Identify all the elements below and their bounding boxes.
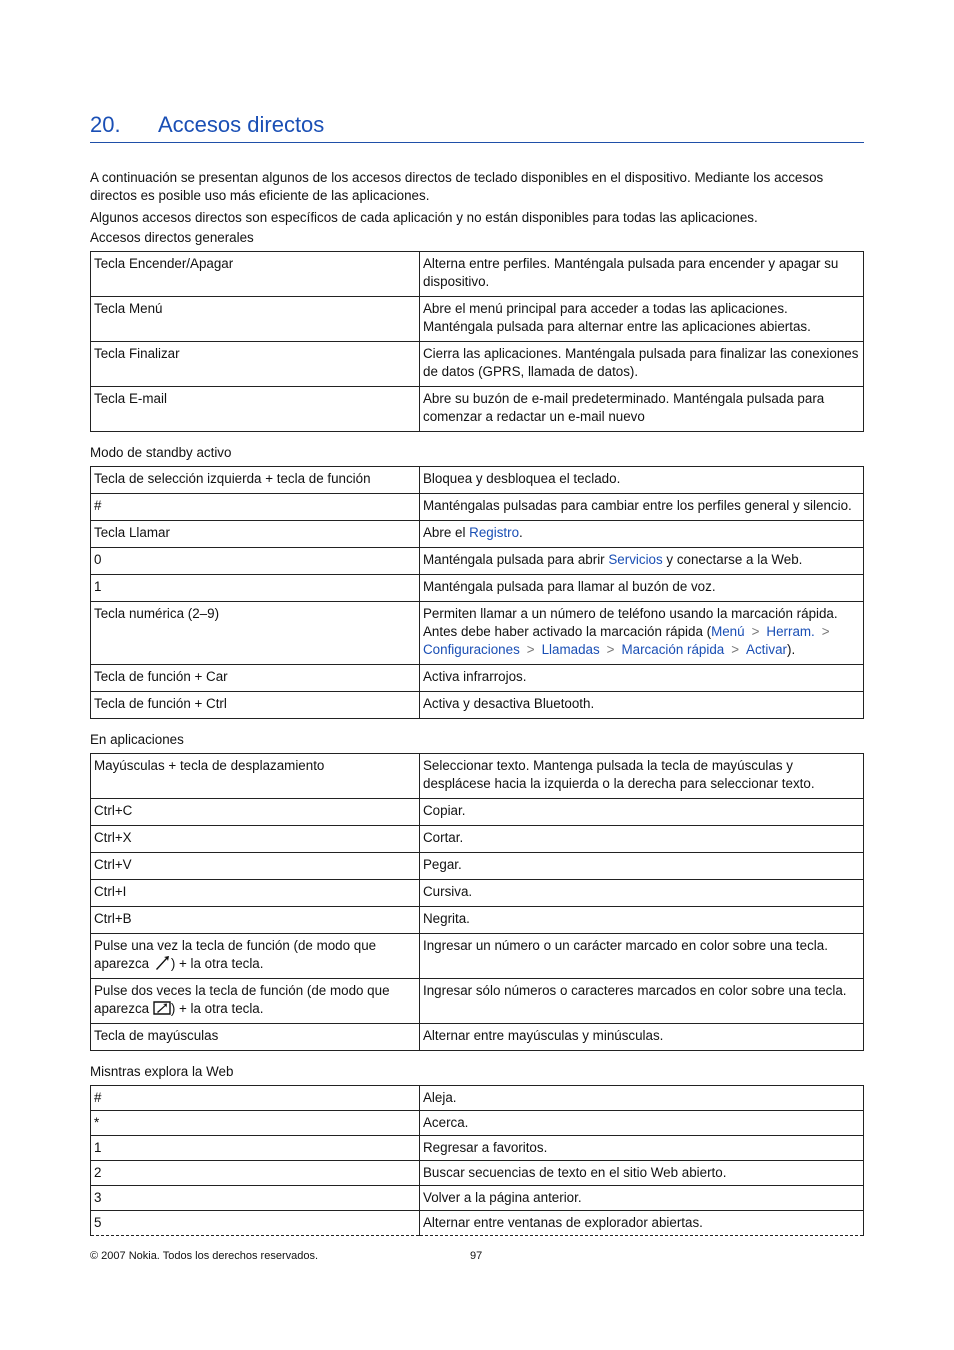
footer-page-number: 97	[470, 1250, 483, 1262]
shortcut-description: Alternar entre ventanas de explorador abiertas.	[420, 1211, 864, 1236]
shortcut-key: Tecla de función + Ctrl	[91, 692, 420, 719]
shortcut-key	[91, 979, 420, 1024]
intro-paragraph-1: A continuación se presentan algunos de los accesos directos de teclado disponibles en el dispositivo. Mediante los accesos directos es posible uso más eficiente de las aplicaciones.	[90, 170, 824, 203]
shortcut-key: Tecla Finalizar	[91, 342, 420, 387]
shortcuts-table-apps	[90, 753, 864, 1051]
section-title-web: Misntras explora la Web	[90, 1064, 234, 1079]
table-row	[91, 826, 864, 853]
table-row	[91, 853, 864, 880]
shortcut-description: Alternar entre mayúsculas y minúsculas.	[420, 1024, 864, 1051]
table-row	[91, 1186, 864, 1211]
shortcut-description: Ingresar sólo números o caracteres marcados en color sobre una tecla.	[420, 979, 864, 1024]
table-row	[91, 692, 864, 719]
table-row	[91, 1161, 864, 1186]
shortcut-description: Aleja.	[420, 1086, 864, 1111]
menu-path-menu[interactable]: Menú	[711, 624, 745, 639]
link-servicios[interactable]: Servicios	[608, 552, 663, 567]
shortcuts-table-standby	[90, 466, 864, 719]
shortcut-description	[420, 548, 864, 575]
key-text: ) + la otra tecla.	[170, 956, 264, 971]
shortcut-description: Alterna entre perfiles. Manténgala pulsada para encender y apagar su dispositivo.	[420, 252, 864, 297]
shortcut-key: 1	[91, 1136, 420, 1161]
shortcuts-table-general	[90, 251, 864, 432]
shortcut-description: Cierra las aplicaciones. Manténgala pulsada para finalizar las conexiones de datos (GPRS, llamada de datos).	[420, 342, 864, 387]
key-text: ) + la otra tecla.	[170, 1001, 264, 1016]
footer-copyright: © 2007 Nokia. Todos los derechos reservados.	[90, 1250, 319, 1262]
table-row	[91, 665, 864, 692]
description-text: ).	[786, 642, 796, 657]
chapter-number: 20.	[90, 112, 121, 137]
description-text: Abre el	[423, 525, 470, 540]
shortcut-key: 2	[91, 1161, 420, 1186]
shortcut-description: Activa y desactiva Bluetooth.	[420, 692, 864, 719]
description-text: Permiten llamar a un número de teléfono usando la marcación rápida. Antes debe haber activado la marcación rápida (	[423, 606, 838, 639]
table-row	[91, 1086, 864, 1111]
fn-lock-icon	[153, 1000, 171, 1016]
shortcut-description: Activa infrarrojos.	[420, 665, 864, 692]
shortcut-description: Acerca.	[420, 1111, 864, 1136]
shortcut-key: 0	[91, 548, 420, 575]
shortcut-description: Cursiva.	[420, 880, 864, 907]
chevron-right-icon: >	[526, 642, 535, 657]
shortcut-key: Tecla de mayúsculas	[91, 1024, 420, 1051]
shortcut-key: Tecla E-mail	[91, 387, 420, 432]
section-title-standby: Modo de standby activo	[90, 445, 232, 460]
table-row	[91, 1136, 864, 1161]
chevron-right-icon: >	[821, 624, 830, 639]
shortcut-key: Tecla de función + Car	[91, 665, 420, 692]
shortcut-description: Bloquea y desbloquea el teclado.	[420, 467, 864, 494]
shortcut-description: Abre el menú principal para acceder a todas las aplicaciones. Manténgala pulsada para alternar entre las aplicaciones abiertas.	[420, 297, 864, 342]
table-row	[91, 907, 864, 934]
description-text: .	[519, 525, 523, 540]
table-row	[91, 979, 864, 1024]
menu-path-activar[interactable]: Activar	[746, 642, 787, 657]
shortcut-key: Ctrl+B	[91, 907, 420, 934]
shortcut-key: Tecla Encender/Apagar	[91, 252, 420, 297]
chapter-heading	[90, 108, 864, 143]
shortcut-description: Manténgala pulsada para llamar al buzón de voz.	[420, 575, 864, 602]
table-row	[91, 880, 864, 907]
table-row	[91, 467, 864, 494]
table-row	[91, 575, 864, 602]
shortcut-description: Negrita.	[420, 907, 864, 934]
table-row	[91, 548, 864, 575]
shortcut-description: Pegar.	[420, 853, 864, 880]
table-row	[91, 252, 864, 297]
shortcut-description: Regresar a favoritos.	[420, 1136, 864, 1161]
table-row	[91, 754, 864, 799]
menu-path-marcacion-rapida[interactable]: Marcación rápida	[621, 642, 725, 657]
shortcut-key: Tecla numérica (2–9)	[91, 602, 420, 665]
shortcut-key: *	[91, 1111, 420, 1136]
table-row	[91, 387, 864, 432]
table-row	[91, 521, 864, 548]
shortcut-key: Mayúsculas + tecla de desplazamiento	[91, 754, 420, 799]
shortcut-description: Seleccionar texto. Mantenga pulsada la tecla de mayúsculas y desplácese hacia la izquierda o la derecha para seleccionar texto.	[420, 754, 864, 799]
shortcut-description	[420, 521, 864, 548]
content	[90, 169, 864, 1248]
section-title-apps: En aplicaciones	[90, 732, 184, 747]
shortcut-key: #	[91, 1086, 420, 1111]
shortcut-key: Ctrl+I	[91, 880, 420, 907]
shortcut-key: Tecla de selección izquierda + tecla de función	[91, 467, 420, 494]
shortcut-key: #	[91, 494, 420, 521]
shortcut-description: Copiar.	[420, 799, 864, 826]
description-text: y conectarse a la Web.	[662, 552, 803, 567]
table-row	[91, 297, 864, 342]
chevron-right-icon: >	[751, 624, 760, 639]
table-row	[91, 1111, 864, 1136]
table-row	[91, 1211, 864, 1236]
shortcut-key: 5	[91, 1211, 420, 1236]
shortcut-description: Volver a la página anterior.	[420, 1186, 864, 1211]
table-row	[91, 602, 864, 665]
shortcut-key: Tecla Menú	[91, 297, 420, 342]
table-row	[91, 494, 864, 521]
shortcut-key: 1	[91, 575, 420, 602]
shortcut-description: Ingresar un número o un carácter marcado en color sobre una tecla.	[420, 934, 864, 979]
shortcut-description: Abre su buzón de e-mail predeterminado. Manténgala pulsada para comenzar a redactar un e-mail nuevo	[420, 387, 864, 432]
fn-once-icon	[153, 955, 171, 971]
menu-path-herram[interactable]: Herram.	[766, 624, 815, 639]
link-registro[interactable]: Registro	[469, 525, 520, 540]
shortcut-description: Cortar.	[420, 826, 864, 853]
shortcut-key: Ctrl+C	[91, 799, 420, 826]
description-text: Manténgala pulsada para abrir	[423, 552, 609, 567]
table-row	[91, 799, 864, 826]
menu-path-llamadas[interactable]: Llamadas	[541, 642, 600, 657]
chevron-right-icon: >	[731, 642, 740, 657]
shortcut-key	[91, 934, 420, 979]
section-title-general: Accesos directos generales	[90, 230, 254, 245]
chapter-title: Accesos directos	[158, 112, 325, 137]
table-row	[91, 1024, 864, 1051]
shortcuts-table-web	[90, 1085, 864, 1236]
key-text: Pulse dos veces la tecla de función (de modo que aparezca	[94, 983, 390, 1016]
shortcut-key: Ctrl+X	[91, 826, 420, 853]
intro-paragraph-2: Algunos accesos directos son específicos de cada aplicación y no están disponibles para todas las aplicaciones.	[90, 210, 758, 225]
table-row	[91, 342, 864, 387]
key-text: Pulse una vez la tecla de función (de modo que aparezca	[94, 938, 377, 971]
table-row	[91, 934, 864, 979]
menu-path-configuraciones[interactable]: Configuraciones	[423, 642, 520, 657]
shortcut-key: 3	[91, 1186, 420, 1211]
chevron-right-icon: >	[606, 642, 615, 657]
shortcut-description	[420, 602, 864, 665]
shortcut-key: Tecla Llamar	[91, 521, 420, 548]
shortcut-description: Manténgalas pulsadas para cambiar entre los perfiles general y silencio.	[420, 494, 864, 521]
shortcut-description: Buscar secuencias de texto en el sitio Web abierto.	[420, 1161, 864, 1186]
shortcut-key: Ctrl+V	[91, 853, 420, 880]
